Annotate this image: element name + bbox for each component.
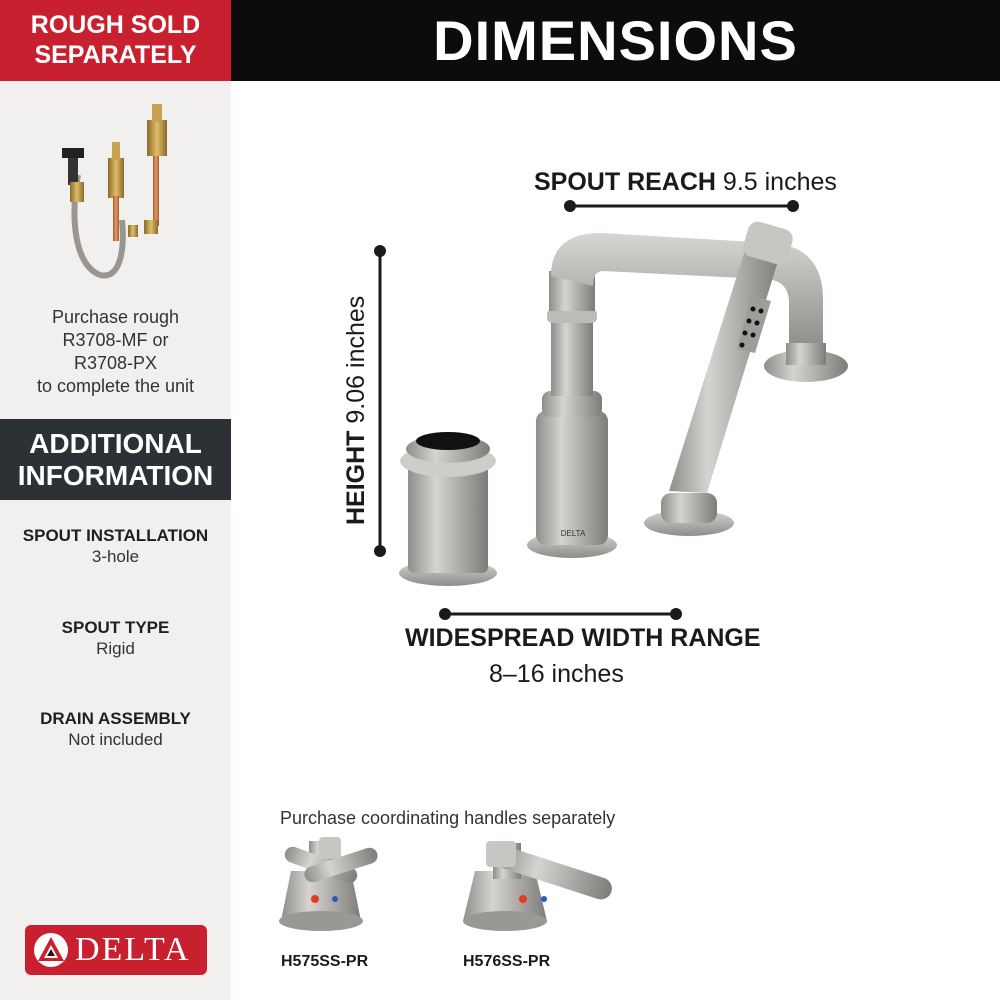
info-label: DRAIN ASSEMBLY (40, 709, 191, 728)
faucet-illustration (231, 81, 1000, 1000)
delta-logo-text: DELTA (75, 931, 191, 968)
rough-banner-line-1: ROUGH SOLD (30, 11, 201, 39)
height-dot (374, 545, 386, 557)
info-drain-assembly (0, 708, 231, 750)
info-value: Rigid (96, 639, 135, 658)
handle-code: H575SS-PR (281, 953, 369, 970)
info-spout-type (0, 617, 231, 659)
width-value: 8–16 inches (489, 660, 624, 688)
rough-banner-line-2: SEPARATELY (34, 41, 197, 69)
handle-h575ss-pr-image (279, 837, 380, 931)
spout-reach-title: SPOUT REACH (534, 168, 716, 196)
spout-reach-dot (564, 200, 576, 212)
handle-code: H576SS-PR (463, 953, 551, 970)
info-value: Not included (68, 730, 163, 749)
spout-reach-label (534, 168, 837, 197)
info-banner-line-1: ADDITIONAL (29, 428, 202, 459)
height-dot (374, 245, 386, 257)
height-value: 9.06 inches (342, 295, 370, 424)
handles-note: Purchase coordinating handles separately (280, 808, 616, 828)
width-dot (670, 608, 682, 620)
info-label: SPOUT TYPE (61, 618, 170, 637)
additional-information-banner (0, 419, 231, 500)
rough-text-line: to complete the unit (36, 376, 195, 396)
width-title: WIDESPREAD WIDTH RANGE (405, 624, 761, 652)
rough-purchase-text (0, 306, 231, 398)
info-spout-installation (0, 525, 231, 567)
page-title: DIMENSIONS (231, 0, 1000, 81)
info-value: 3-hole (91, 547, 140, 566)
rough-text-line: Purchase rough (51, 307, 180, 327)
spout-brand-mark: DELTA (560, 529, 586, 538)
info-banner-line-2: INFORMATION (17, 460, 214, 491)
handle-h576ss-pr-image (463, 841, 615, 931)
spout-reach-value: 9.5 inches (722, 168, 837, 196)
rough-valve-image (40, 100, 200, 290)
height-title: HEIGHT (342, 430, 370, 525)
delta-triangle-icon (33, 932, 69, 968)
delta-logo (25, 925, 207, 975)
rough-text-line: R3708-MF or (62, 330, 169, 350)
height-label (342, 296, 371, 525)
rough-sold-separately-banner (0, 0, 231, 81)
info-label: SPOUT INSTALLATION (22, 526, 209, 545)
rough-text-line: R3708-PX (73, 353, 158, 373)
width-dot (439, 608, 451, 620)
spout-reach-dot (787, 200, 799, 212)
